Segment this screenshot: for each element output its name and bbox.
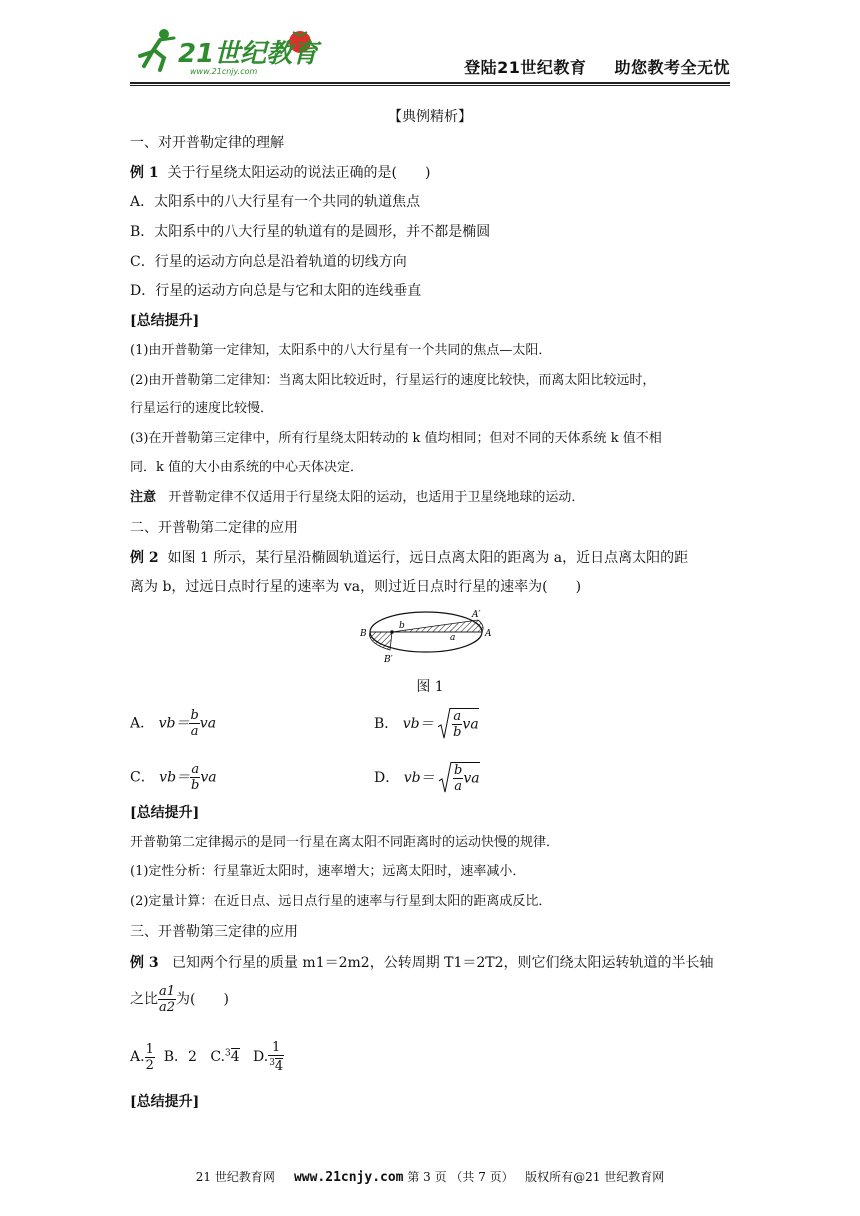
summary3-label: [总结提升] bbox=[130, 1094, 200, 1110]
figure-caption: 图 1 bbox=[416, 679, 444, 695]
example2-option-b bbox=[374, 708, 479, 740]
fraction bbox=[189, 708, 199, 739]
frac-num: b bbox=[454, 763, 463, 778]
summary1-line: (2)由开普勒第二定律知：当离太阳比较近时，行星运行的速度比较快，而离太阳比较远时， bbox=[130, 373, 656, 388]
frac-den: a2 bbox=[159, 1000, 176, 1015]
note-line bbox=[130, 488, 584, 508]
radical-sign bbox=[438, 708, 450, 740]
vb-symbol: vb＝ bbox=[402, 716, 434, 732]
summary2-line: (2)定量计算：在近日点、远日点行星的速率与行星到太阳的距离成反比． bbox=[130, 894, 552, 909]
option-label: C． bbox=[130, 769, 155, 786]
slogan-right: 助您教考全无忧 bbox=[614, 58, 730, 77]
radical-sign bbox=[439, 762, 451, 794]
option-label: A． bbox=[130, 715, 155, 732]
ratio-prefix: 之比 bbox=[130, 991, 158, 1008]
example3-label: 例 3 bbox=[130, 955, 159, 971]
vb-symbol: vb＝ bbox=[158, 715, 190, 732]
frac-num: 1 bbox=[268, 1040, 284, 1056]
label-a-point: A bbox=[485, 629, 492, 639]
option-label: D． bbox=[374, 770, 400, 786]
label-a-length: a bbox=[450, 633, 456, 643]
summary1-line: (1)由开普勒第一定律知，太阳系中的八大行星有一个共同的焦点—太阳． bbox=[130, 343, 552, 358]
example2-label: 例 2 bbox=[130, 550, 159, 566]
root-value: 4 bbox=[230, 1049, 240, 1066]
va-symbol: va bbox=[463, 770, 480, 787]
example2-line1 bbox=[130, 548, 688, 568]
header-rule bbox=[130, 82, 730, 84]
page-number: 第 3 页 （共 7 页） bbox=[407, 1170, 514, 1184]
root-index: 3 bbox=[269, 1058, 275, 1068]
example3-line1 bbox=[130, 953, 714, 973]
example1-label: 例 1 bbox=[130, 165, 159, 181]
section-title: 【典例精析】 bbox=[388, 109, 472, 125]
frac-den: a bbox=[190, 724, 199, 739]
vb-symbol: vb＝ bbox=[403, 770, 435, 786]
orbit-diagram bbox=[362, 606, 492, 666]
frac-num: a1 bbox=[159, 984, 176, 999]
label-a-prime: A′ bbox=[472, 610, 481, 620]
frac-num: a bbox=[453, 709, 462, 724]
label-b-length: b bbox=[399, 621, 405, 631]
part3-heading: 三、开普勒第三定律的应用 bbox=[130, 924, 298, 940]
option-c-label: C. bbox=[210, 1049, 225, 1066]
example2-line2: 离为 b，过远日点时行星的速率为 va，则过近日点时行星的速率为( ) bbox=[130, 579, 582, 595]
fraction bbox=[268, 1040, 284, 1074]
frac-den: b bbox=[191, 778, 200, 793]
example1-question bbox=[130, 163, 430, 183]
option-label: B． bbox=[374, 716, 399, 732]
summary2-line: 开普勒第二定律揭示的是同一行星在离太阳不同距离时的运动快慢的规律． bbox=[130, 835, 560, 850]
ratio-suffix: 为( ) bbox=[176, 991, 229, 1008]
footer-url[interactable]: www.21cnjy.com bbox=[293, 1170, 404, 1185]
example3-options bbox=[130, 1040, 284, 1074]
square-root bbox=[439, 762, 480, 794]
summary2-line: (1)定性分析：行星靠近太阳时，速率增大；远离太阳时，速率减小． bbox=[130, 864, 526, 879]
summary1-line: 行星运行的速度比较慢． bbox=[130, 401, 274, 416]
header-slogan bbox=[464, 55, 730, 78]
example1-option-b: B．太阳系中的八大行星的轨道有的是圆形，并不都是椭圆 bbox=[130, 224, 491, 240]
option-a-label: A. bbox=[130, 1049, 145, 1066]
label-b-prime: B′ bbox=[384, 655, 393, 665]
page-footer bbox=[0, 1168, 860, 1185]
va-symbol: va bbox=[199, 715, 217, 732]
option-b: B．2 bbox=[163, 1049, 197, 1066]
example1-option-a: A．太阳系中的八大行星有一个共同的轨道焦点 bbox=[130, 194, 421, 210]
sector-a bbox=[392, 620, 483, 632]
example3-text: 已知两个行星的质量 m1＝2m2，公转周期 T1＝2T2，则它们绕太阳运转轨道的半长轴 bbox=[171, 955, 714, 971]
logo-url: www.21cnjy.com bbox=[190, 67, 258, 76]
sector-b bbox=[370, 632, 392, 650]
summary1-line: 同．k 值的大小由系统的中心天体决定． bbox=[130, 460, 364, 475]
root-index: 3 bbox=[224, 1048, 231, 1059]
example2-option-c bbox=[130, 762, 217, 793]
fraction bbox=[145, 1042, 155, 1073]
label-b-point: B bbox=[360, 629, 367, 639]
ratio-fraction bbox=[158, 984, 176, 1015]
example1-option-d: D．行星的运动方向总是与它和太阳的连线垂直 bbox=[130, 283, 422, 299]
note-text: 开普勒定律不仅适用于行星绕太阳的运动，也适用于卫星绕地球的运动． bbox=[168, 490, 585, 505]
logo-text: 21世纪教育 bbox=[178, 39, 319, 69]
root-value: 4 bbox=[274, 1059, 284, 1075]
example2-option-d bbox=[374, 762, 480, 794]
example1-option-c: C．行星的运动方向总是沿着轨道的切线方向 bbox=[130, 254, 407, 270]
note-label: 注意 bbox=[130, 490, 157, 505]
part1-heading: 一、对开普勒定律的理解 bbox=[130, 135, 284, 151]
footer-site: 21 世纪教育网 bbox=[195, 1170, 275, 1184]
fraction bbox=[452, 709, 462, 740]
example1-text: 关于行星绕太阳运动的说法正确的是( ) bbox=[167, 165, 431, 181]
frac-num: b bbox=[190, 708, 199, 723]
footer-copyright: 版权所有@21 世纪教育网 bbox=[525, 1170, 665, 1184]
summary1-line: (3)在开普勒第三定律中，所有行星绕太阳转动的 k 值均相同；但对不同的天体系统 k 值不相 bbox=[130, 431, 662, 446]
fraction bbox=[453, 763, 463, 794]
sun-point bbox=[390, 630, 394, 634]
va-symbol: va bbox=[200, 769, 217, 786]
header-rule-thin bbox=[130, 85, 730, 86]
summary1-label: [总结提升] bbox=[130, 313, 200, 329]
frac-num: a bbox=[191, 762, 200, 777]
frac-num: 1 bbox=[145, 1041, 154, 1057]
option-d-label: D. bbox=[253, 1049, 269, 1066]
frac-den: 2 bbox=[145, 1057, 154, 1073]
frac-den: b bbox=[453, 725, 462, 740]
frac-den: a bbox=[454, 779, 463, 794]
example3-line2 bbox=[130, 984, 229, 1015]
example2-text: 如图 1 所示，某行星沿椭圆轨道运行，远日点离太阳的距离为 a，近日点离太阳的距 bbox=[167, 550, 689, 566]
va-symbol: va bbox=[462, 716, 479, 733]
vb-symbol: vb＝ bbox=[159, 769, 191, 786]
frac-den bbox=[268, 1056, 284, 1074]
slogan-left: 登陆21世纪教育 bbox=[464, 58, 587, 77]
square-root bbox=[438, 708, 479, 740]
example2-option-a bbox=[130, 708, 216, 739]
page-header bbox=[130, 22, 730, 84]
21cnjy-logo bbox=[130, 22, 320, 80]
part2-heading: 二、开普勒第二定律的应用 bbox=[130, 520, 298, 536]
summary2-label: [总结提升] bbox=[130, 805, 200, 821]
fraction bbox=[190, 762, 200, 793]
